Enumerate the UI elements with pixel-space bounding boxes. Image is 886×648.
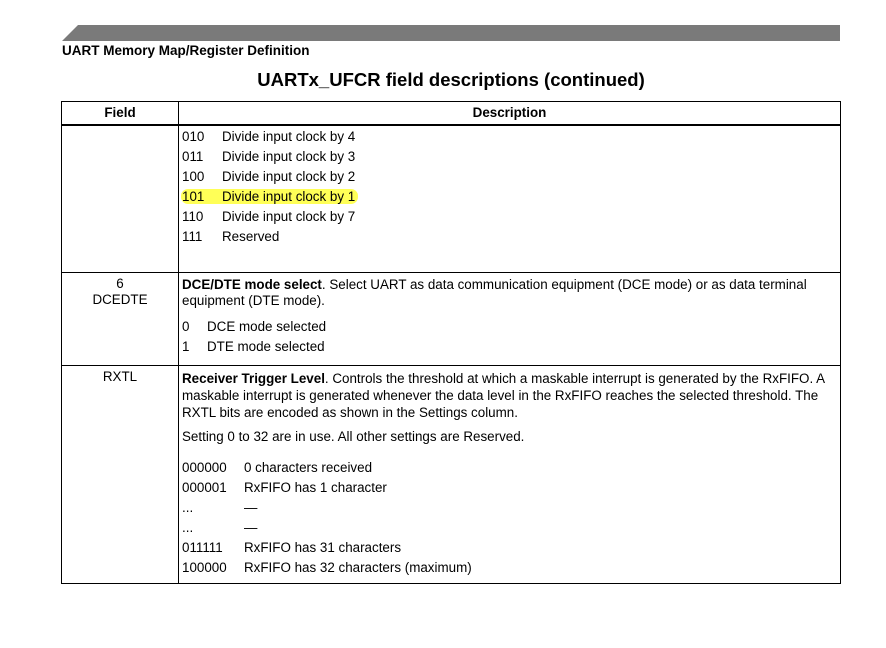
field-cell-dcedte: [62, 272, 179, 365]
field-description-text: . Controls the threshold at which a maskable interrupt is generated by the RxFIFO. A maskable interrupt is generated whenever the data level in the RxFIFO reaches the selected threshold. The RXTL bits are encoded as shown in the Settings column.: [182, 370, 825, 420]
field-title: DCE/DTE mode select: [182, 276, 322, 292]
field-descriptions-table: [61, 101, 841, 584]
section-title: UART Memory Map/Register Definition: [62, 43, 310, 58]
encoding-code: 010: [182, 129, 205, 144]
encoding-text: Divide input clock by 1: [222, 189, 356, 204]
encoding-text: DTE mode selected: [207, 338, 325, 354]
encoding-code: 110: [182, 209, 204, 224]
encoding-row: [182, 518, 836, 538]
encoding-text: Divide input clock by 3: [222, 149, 356, 164]
encoding-code: 011: [182, 149, 204, 164]
encoding-text: 0 characters received: [244, 459, 373, 475]
encoding-row: [182, 207, 836, 227]
description-cell-dcedte: [179, 272, 841, 365]
field-name: DCEDTE: [92, 291, 148, 307]
encoding-row: [182, 498, 836, 518]
field-cell-rfdiv: [62, 125, 179, 272]
encoding-text: Divide input clock by 4: [222, 129, 356, 144]
header-bar: [62, 25, 840, 41]
encoding-code: 011111: [182, 539, 223, 555]
encoding-row: [182, 167, 836, 187]
field-bit: 6: [116, 275, 124, 291]
description-cell-rxtl: [179, 365, 841, 583]
encoding-code: 100: [182, 169, 205, 184]
encoding-code: ...: [182, 519, 194, 535]
field-title: Receiver Trigger Level: [182, 370, 325, 386]
table-header-row: [62, 102, 841, 126]
encoding-row-highlighted: [182, 187, 836, 207]
encoding-row: [182, 147, 836, 167]
description-column-header: Description: [179, 102, 841, 126]
encoding-row: [182, 337, 836, 357]
encoding-text: RxFIFO has 1 character: [244, 479, 387, 495]
field-note: Setting 0 to 32 are in use. All other settings are Reserved.: [182, 428, 525, 444]
encoding-row: [182, 478, 836, 498]
encoding-code: 1: [182, 338, 190, 354]
description-cell-rfdiv: [179, 125, 841, 272]
table-row-dcedte: [62, 272, 841, 365]
header-bar-notch: [62, 25, 78, 41]
encoding-row: [182, 558, 836, 578]
encoding-code: 000000: [182, 459, 227, 475]
encoding-text: Divide input clock by 2: [222, 169, 356, 184]
encoding-code: 101: [182, 189, 205, 204]
encoding-text: —: [244, 519, 258, 535]
field-description: [182, 277, 836, 309]
encoding-text: Divide input clock by 7: [222, 209, 356, 224]
encoding-row: [182, 538, 836, 558]
table-title: UARTx_UFCR field descriptions (continued): [257, 69, 645, 90]
field-description-text: . Select UART as data communication equipment (DCE mode) or as data terminal equipment (DTE mode).: [182, 276, 807, 308]
encoding-text: DCE mode selected: [207, 318, 327, 334]
encoding-code: 0: [182, 318, 190, 334]
encoding-row: [182, 458, 836, 478]
field-column-header: Field: [62, 102, 179, 126]
encoding-code: 100000: [182, 559, 227, 575]
encoding-code: 000001: [182, 479, 227, 495]
table-row-rfdiv: [62, 125, 841, 272]
field-description: [182, 370, 836, 421]
table-row-rxtl: [62, 365, 841, 583]
encoding-code: 111: [182, 229, 203, 244]
encoding-code: ...: [182, 499, 194, 515]
encoding-row: [182, 317, 836, 337]
field-cell-rxtl: [62, 365, 179, 583]
field-name: RXTL: [102, 368, 138, 384]
encoding-text: Reserved: [222, 229, 280, 244]
encoding-text: RxFIFO has 31 characters: [244, 539, 402, 555]
encoding-row: [182, 127, 836, 147]
encoding-text: RxFIFO has 32 characters (maximum): [244, 559, 472, 575]
encoding-text: —: [244, 499, 258, 515]
encoding-row: [182, 227, 836, 247]
highlight-mark: [181, 189, 358, 204]
